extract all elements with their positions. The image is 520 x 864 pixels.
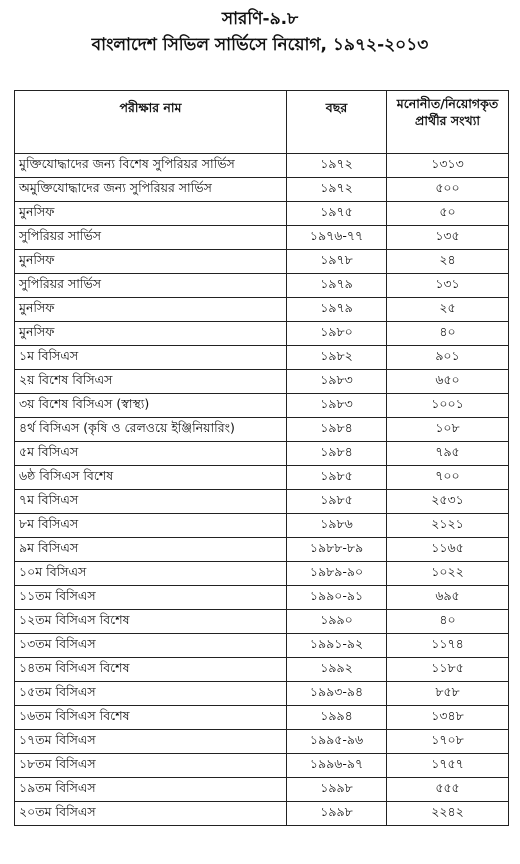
cell-year: ১৯৮৮-৮৯ (287, 538, 387, 562)
table-row (15, 682, 509, 706)
cell-year: ১৯৭২ (287, 178, 387, 202)
cell-exam-name: ১৭তম বিসিএস (15, 730, 287, 754)
cell-year: ১৯৭৬-৭৭ (287, 226, 387, 250)
cell-year: ১৯৭৫ (287, 202, 387, 226)
table-row (15, 562, 509, 586)
cell-year: ১৯৮৩ (287, 370, 387, 394)
cell-year: ১৯৭৯ (287, 274, 387, 298)
cell-candidate-count: ৭০০ (387, 466, 509, 490)
cell-exam-name: ৩য় বিশেষ বিসিএস (স্বাস্থ্য) (15, 394, 287, 418)
cell-year: ১৯৮৩ (287, 394, 387, 418)
cell-exam-name: ৬ষ্ঠ বিসিএস বিশেষ (15, 466, 287, 490)
cell-exam-name: মুনসিফ (15, 322, 287, 346)
table-row (15, 154, 509, 178)
table-row (15, 226, 509, 250)
table-title: বাংলাদেশ সিভিল সার্ভিসে নিয়োগ, ১৯৭২-২০১৩ (91, 35, 429, 55)
cell-candidate-count: ১১৬৫ (387, 538, 509, 562)
table-row (15, 178, 509, 202)
cell-candidate-count: ১০৮ (387, 418, 509, 442)
table-header-row (15, 91, 509, 154)
table-row (15, 322, 509, 346)
cell-year: ১৯৯১-৯২ (287, 634, 387, 658)
cell-year: ১৯৮৪ (287, 418, 387, 442)
cell-exam-name: ১১তম বিসিএস (15, 586, 287, 610)
cell-exam-name: ১২তম বিসিএস বিশেষ (15, 610, 287, 634)
table-row (15, 394, 509, 418)
cell-candidate-count: ১১৮৫ (387, 658, 509, 682)
table-row (15, 778, 509, 802)
table-row (15, 298, 509, 322)
cell-candidate-count: ১০০১ (387, 394, 509, 418)
cell-year: ১৯৯৬-৯৭ (287, 754, 387, 778)
cell-candidate-count: ২৪ (387, 250, 509, 274)
table-row (15, 370, 509, 394)
table-row (15, 730, 509, 754)
cell-candidate-count: ২১২১ (387, 514, 509, 538)
recruitment-table (14, 90, 509, 826)
cell-exam-name: মুক্তিযোদ্ধাদের জন্য বিশেষ সুপিরিয়র সার্ভিস (15, 154, 287, 178)
cell-exam-name: ৮ম বিসিএস (15, 514, 287, 538)
cell-exam-name: ৪র্থ বিসিএস (কৃষি ও রেলওয়ে ইঞ্জিনিয়ারিং) (15, 418, 287, 442)
cell-candidate-count: ১১৭৪ (387, 634, 509, 658)
table-row (15, 706, 509, 730)
table-row (15, 202, 509, 226)
cell-exam-name: ৭ম বিসিএস (15, 490, 287, 514)
cell-year: ১৯৮৫ (287, 490, 387, 514)
cell-exam-name: ৫ম বিসিএস (15, 442, 287, 466)
cell-candidate-count: ৪০ (387, 322, 509, 346)
cell-candidate-count: ১৩১৩ (387, 154, 509, 178)
cell-exam-name: ১৫তম বিসিএস (15, 682, 287, 706)
cell-candidate-count: ১৭০৮ (387, 730, 509, 754)
table-row (15, 802, 509, 826)
table-row (15, 754, 509, 778)
cell-exam-name: মুনসিফ (15, 298, 287, 322)
table-row (15, 586, 509, 610)
cell-exam-name: ১৯তম বিসিএস (15, 778, 287, 802)
cell-candidate-count: ২৫ (387, 298, 509, 322)
cell-exam-name: ১৩তম বিসিএস (15, 634, 287, 658)
cell-year: ১৯৮৯-৯০ (287, 562, 387, 586)
cell-year: ১৯৯০ (287, 610, 387, 634)
table-number: সারণি-৯.৮ (221, 9, 299, 29)
cell-year: ১৯৭২ (287, 154, 387, 178)
cell-candidate-count: ২২৪২ (387, 802, 509, 826)
table-row (15, 538, 509, 562)
header-exam-name: পরীক্ষার নাম (15, 91, 287, 154)
table-row (15, 418, 509, 442)
cell-exam-name: ২য় বিশেষ বিসিএস (15, 370, 287, 394)
cell-exam-name: অমুক্তিযোদ্ধাদের জন্য সুপিরিয়র সার্ভিস (15, 178, 287, 202)
table-row (15, 490, 509, 514)
table-row (15, 346, 509, 370)
cell-year: ১৯৯৪ (287, 706, 387, 730)
cell-candidate-count: ৮৫৮ (387, 682, 509, 706)
cell-candidate-count: ৫০ (387, 202, 509, 226)
cell-year: ১৯৭৮ (287, 250, 387, 274)
cell-year: ১৯৮৫ (287, 466, 387, 490)
table-row (15, 466, 509, 490)
header-year: বছর (287, 91, 387, 154)
cell-year: ১৯৯৩-৯৪ (287, 682, 387, 706)
cell-candidate-count: ১৩৪৮ (387, 706, 509, 730)
cell-year: ১৯৮২ (287, 346, 387, 370)
cell-year: ১৯৮৬ (287, 514, 387, 538)
cell-year: ১৯৭৯ (287, 298, 387, 322)
table-row (15, 658, 509, 682)
cell-year: ১৯৯৮ (287, 802, 387, 826)
cell-year: ১৯৯২ (287, 658, 387, 682)
cell-exam-name: ১ম বিসিএস (15, 346, 287, 370)
cell-exam-name: সুপিরিয়র সার্ভিস (15, 226, 287, 250)
cell-candidate-count: ১৩১ (387, 274, 509, 298)
cell-candidate-count: ১৩৫ (387, 226, 509, 250)
cell-candidate-count: ৫৫৫ (387, 778, 509, 802)
header-candidate-count: মনোনীত/নিয়োগকৃত প্রার্থীর সংখ্যা (387, 91, 509, 154)
table-body (15, 154, 509, 826)
cell-exam-name: মুনসিফ (15, 202, 287, 226)
cell-exam-name: ১০ম বিসিএস (15, 562, 287, 586)
cell-exam-name: সুপিরিয়র সার্ভিস (15, 274, 287, 298)
cell-year: ১৯৯৫-৯৬ (287, 730, 387, 754)
table-row (15, 514, 509, 538)
cell-candidate-count: ৭৯৫ (387, 442, 509, 466)
table-row (15, 442, 509, 466)
cell-candidate-count: ৫০০ (387, 178, 509, 202)
cell-candidate-count: ৪০ (387, 610, 509, 634)
cell-exam-name: ১৪তম বিসিএস বিশেষ (15, 658, 287, 682)
cell-candidate-count: ৬৫০ (387, 370, 509, 394)
table-row (15, 250, 509, 274)
cell-exam-name: ২০তম বিসিএস (15, 802, 287, 826)
cell-candidate-count: ৯০১ (387, 346, 509, 370)
cell-exam-name: ১৮তম বিসিএস (15, 754, 287, 778)
cell-candidate-count: ১৭৫৭ (387, 754, 509, 778)
cell-exam-name: মুনসিফ (15, 250, 287, 274)
cell-year: ১৯৮৪ (287, 442, 387, 466)
cell-year: ১৯৯৮ (287, 778, 387, 802)
cell-year: ১৯৮০ (287, 322, 387, 346)
cell-exam-name: ১৬তম বিসিএস বিশেষ (15, 706, 287, 730)
cell-candidate-count: ২৫৩১ (387, 490, 509, 514)
cell-candidate-count: ৬৯৫ (387, 586, 509, 610)
table-row (15, 610, 509, 634)
table-row (15, 274, 509, 298)
cell-candidate-count: ১০২২ (387, 562, 509, 586)
cell-year: ১৯৯০-৯১ (287, 586, 387, 610)
table-row (15, 634, 509, 658)
cell-exam-name: ৯ম বিসিএস (15, 538, 287, 562)
